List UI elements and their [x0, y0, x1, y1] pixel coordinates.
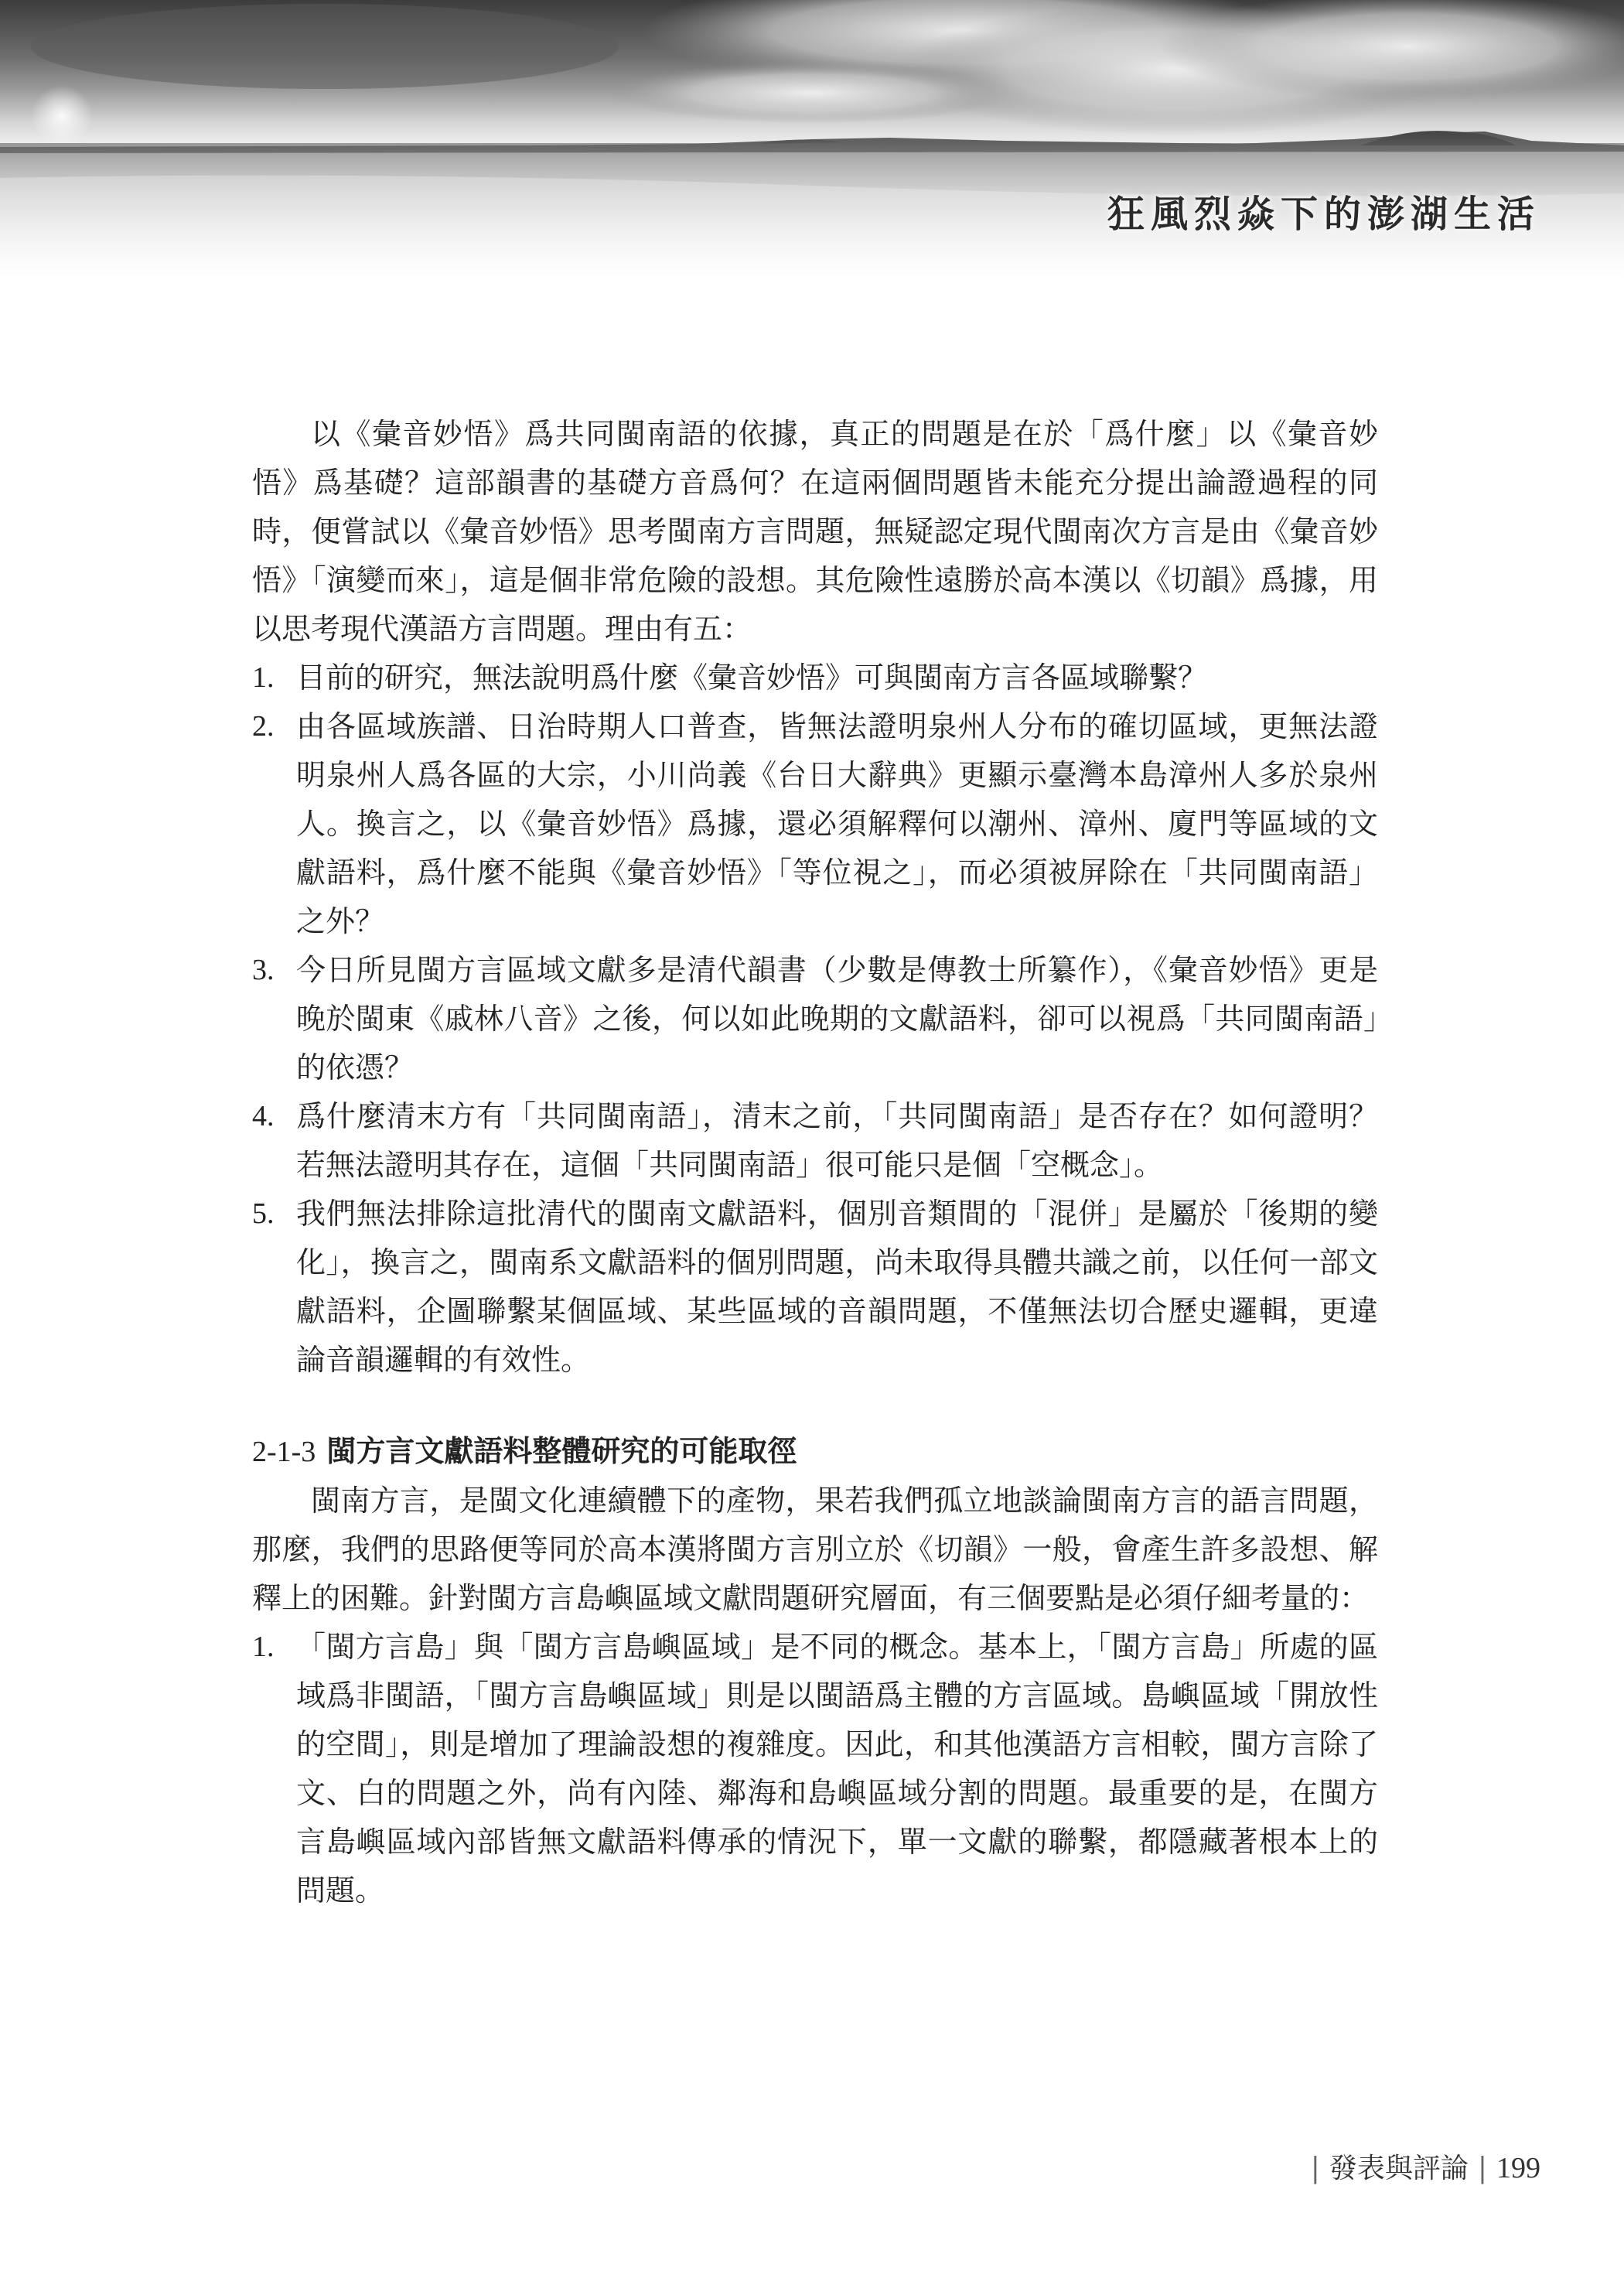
list-item-text: 「閩方言島」與「閩方言島嶼區域」是不同的概念。基本上，「閩方言島」所處的區域爲非閩語，「閩方言島嶼區域」則是以閩語爲主體的方言區域。島嶼區域「開放性的空間」，則是增加了理論設想的複雜度。因此，和其他漢語方言相較，閩方言除了文、白的問題之外，尚有內陸、鄰海和島嶼區域分割的問題。最重要的是，在閩方言島嶼區域內部皆無文獻語料傳承的情況下，單一文獻的聯繫，都隱藏著根本上的問題。	[296, 1630, 1378, 1907]
list-item-text: 由各區域族譜、日治時期人口普查，皆無法證明泉州人分布的確切區域，更無法證明泉州人爲各區的大宗，小川尚義《台日大辭典》更顯示臺灣本島漳州人多於泉州人。換言之，以《彙音妙悟》爲據，還必須解釋何以潮州、漳州、廈門等區域的文獻語料，爲什麼不能與《彙音妙悟》「等位視之」，而必須被屏除在「共同閩南語」之外？	[296, 709, 1378, 938]
page-number: 199	[1496, 2152, 1540, 2184]
list-item	[252, 702, 1378, 946]
list-item-number: 2.	[252, 710, 275, 743]
paragraph-section: 閩南方言，是閩文化連續體下的產物，果若我們孤立地談論閩南方言的語言問題，那麼，我們的思路便等同於高本漢將閩方言別立於《切韻》一般，會產生許多設想、解釋上的困難。針對閩方言島嶼區域文獻問題研究層面，有三個要點是必須仔細考量的：	[252, 1484, 1378, 1615]
page-body	[252, 410, 1378, 1915]
paragraph-intro: 以《彙音妙悟》爲共同閩南語的依據，真正的問題是在於「爲什麼」以《彙音妙悟》爲基礎？這部韻書的基礎方音爲何？在這兩個問題皆未能充分提出論證過程的同時，便嘗試以《彙音妙悟》思考閩南方言問題，無疑認定現代閩南次方言是由《彙音妙悟》「演變而來」，這是個非常危險的設想。其危險性遠勝於高本漢以《切韻》爲據，用以思考現代漢語方言問題。理由有五：	[252, 417, 1378, 646]
list-item	[252, 946, 1378, 1092]
list-item	[252, 654, 1378, 702]
page-footer	[1302, 2147, 1540, 2186]
list-item	[252, 1623, 1378, 1915]
list-item	[252, 1092, 1378, 1190]
footer-divider: |	[1310, 2153, 1320, 2184]
list-item-text: 爲什麼清末方有「共同閩南語」，清末之前，「共同閩南語」是否存在？如何證明？若無法證明其存在，這個「共同閩南語」很可能只是個「空概念」。	[296, 1099, 1378, 1182]
list-item-text: 今日所見閩方言區域文獻多是清代韻書（少數是傳教士所纂作），《彙音妙悟》更是晚於閩東《戚林八音》之後，何以如此晚期的文獻語料，卻可以視爲「共同閩南語」的依憑？	[296, 953, 1378, 1084]
list-item-text: 我們無法排除這批清代的閩南文獻語料，個別音類間的「混併」是屬於「後期的變化」，換言之，閩南系文獻語料的個別問題，尚未取得具體共識之前，以任何一部文獻語料，企圖聯繫某個區域、某些區域的音韻問題，不僅無法切合歷史邏輯，更違論音韻邏輯的有效性。	[296, 1197, 1378, 1377]
list-item-number: 4.	[252, 1100, 275, 1132]
list-item-number: 5.	[252, 1197, 275, 1230]
running-header-title: 狂風烈焱下的澎湖生活	[1107, 193, 1540, 236]
footer-divider: |	[1477, 2153, 1487, 2184]
list-item	[252, 1190, 1378, 1385]
section-heading	[252, 1426, 1378, 1477]
section-title: 閩方言文獻語料整體研究的可能取徑	[326, 1433, 797, 1468]
section-number: 2-1-3	[252, 1436, 316, 1468]
reasons-list	[252, 654, 1378, 1385]
footer-section-label: 發表與評論	[1329, 2153, 1469, 2184]
list-item-text: 目前的研究，無法說明爲什麼《彙音妙悟》可與閩南方言各區域聯繫？	[296, 661, 1208, 695]
list-item-number: 1.	[252, 1631, 275, 1663]
considerations-list	[252, 1623, 1378, 1915]
list-item-number: 1.	[252, 661, 275, 694]
list-item-number: 3.	[252, 954, 275, 986]
